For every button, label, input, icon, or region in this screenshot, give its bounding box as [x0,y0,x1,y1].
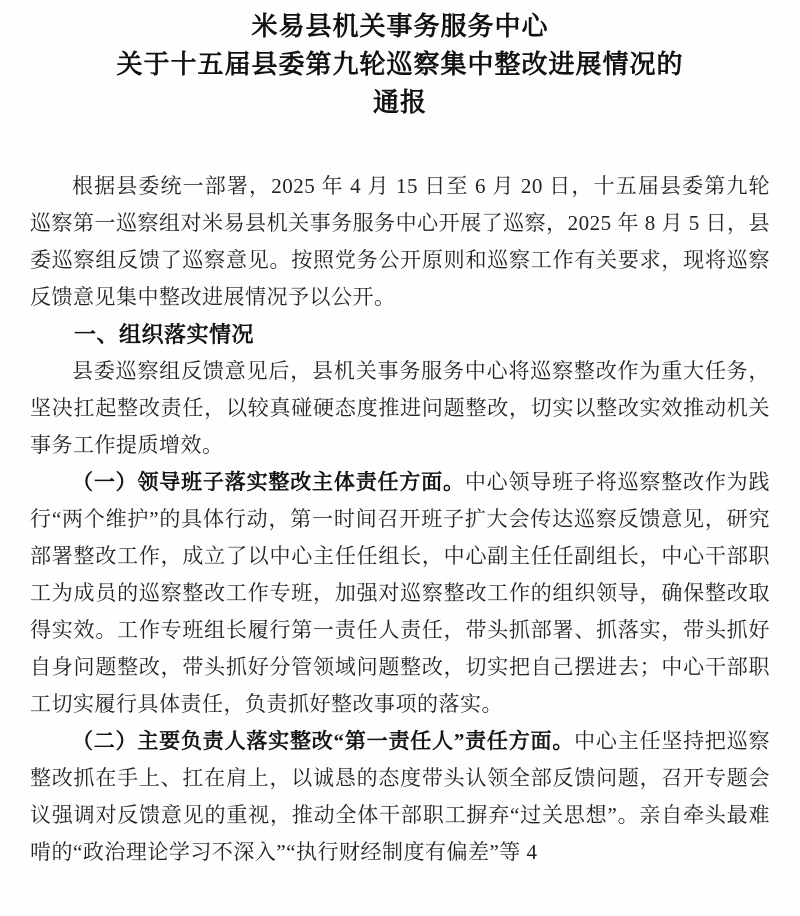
document-title-line-3: 通报 [372,88,427,117]
paragraph-lead: （一）领导班子落实整改主体责任方面。 [72,470,465,494]
paragraph-text: 根据县委统一部署，2025 年 4 月 15 日至 6 月 20 日，十五届县委第九轮巡察第一巡察组对米易县机关事务服务中心开展了巡察，2025 年 8 月 5 日，县委巡察组反馈了巡察意见。按照党务公开原则和巡察工作有关要求，现将巡察反馈意见集中整改进展情况予以公开。 [30,174,770,309]
paragraph-lead: （二）主要负责人落实整改“第一责任人”责任方面。 [72,729,575,753]
document-title [30,8,770,122]
section-heading: 一、组织落实情况 [74,322,255,347]
paragraph [30,168,770,316]
paragraph-text: 中心领导班子将巡察整改作为践行“两个维护”的具体行动，第一时间召开班子扩大会传达巡察反馈意见，研究部署整改工作，成立了以中心主任任组长，中心副主任任副组长，中心干部职工为成员的巡察整改工作专班，加强对巡察整改工作的组织领导，确保整改取得实效。工作专班组长履行第一责任人责任，带头抓部署、抓落实，带头抓好自身问题整改，带头抓好分管领域问题整改，切实把自己摆进去；中心干部职工切实履行具体责任，负责抓好整改事项的落实。 [30,470,771,716]
paragraph-text: 中心主任坚持把巡察整改抓在手上、扛在肩上，以诚恳的态度带头认领全部反馈问题，召开专题会议强调对反馈意见的重视，推动全体干部职工摒弃“过关思想”。亲自牵头最难啃的“政治理论学习不深入”“执行财经制度有偏差”等 4 [30,729,770,864]
document-title-line-1: 米易县机关事务服务中心 [251,12,549,41]
document-title-line-2: 关于十五届县委第九轮巡察集中整改进展情况的 [116,50,684,79]
paragraph [30,353,770,464]
document-body [30,168,770,871]
paragraph [30,464,770,723]
paragraph-text: 县委巡察组反馈意见后，县机关事务服务中心将巡察整改作为重大任务，坚决扛起整改责任，以较真碰硬态度推进问题整改，切实以整改实效推动机关事务工作提质增效。 [30,359,770,457]
paragraph [30,723,770,871]
